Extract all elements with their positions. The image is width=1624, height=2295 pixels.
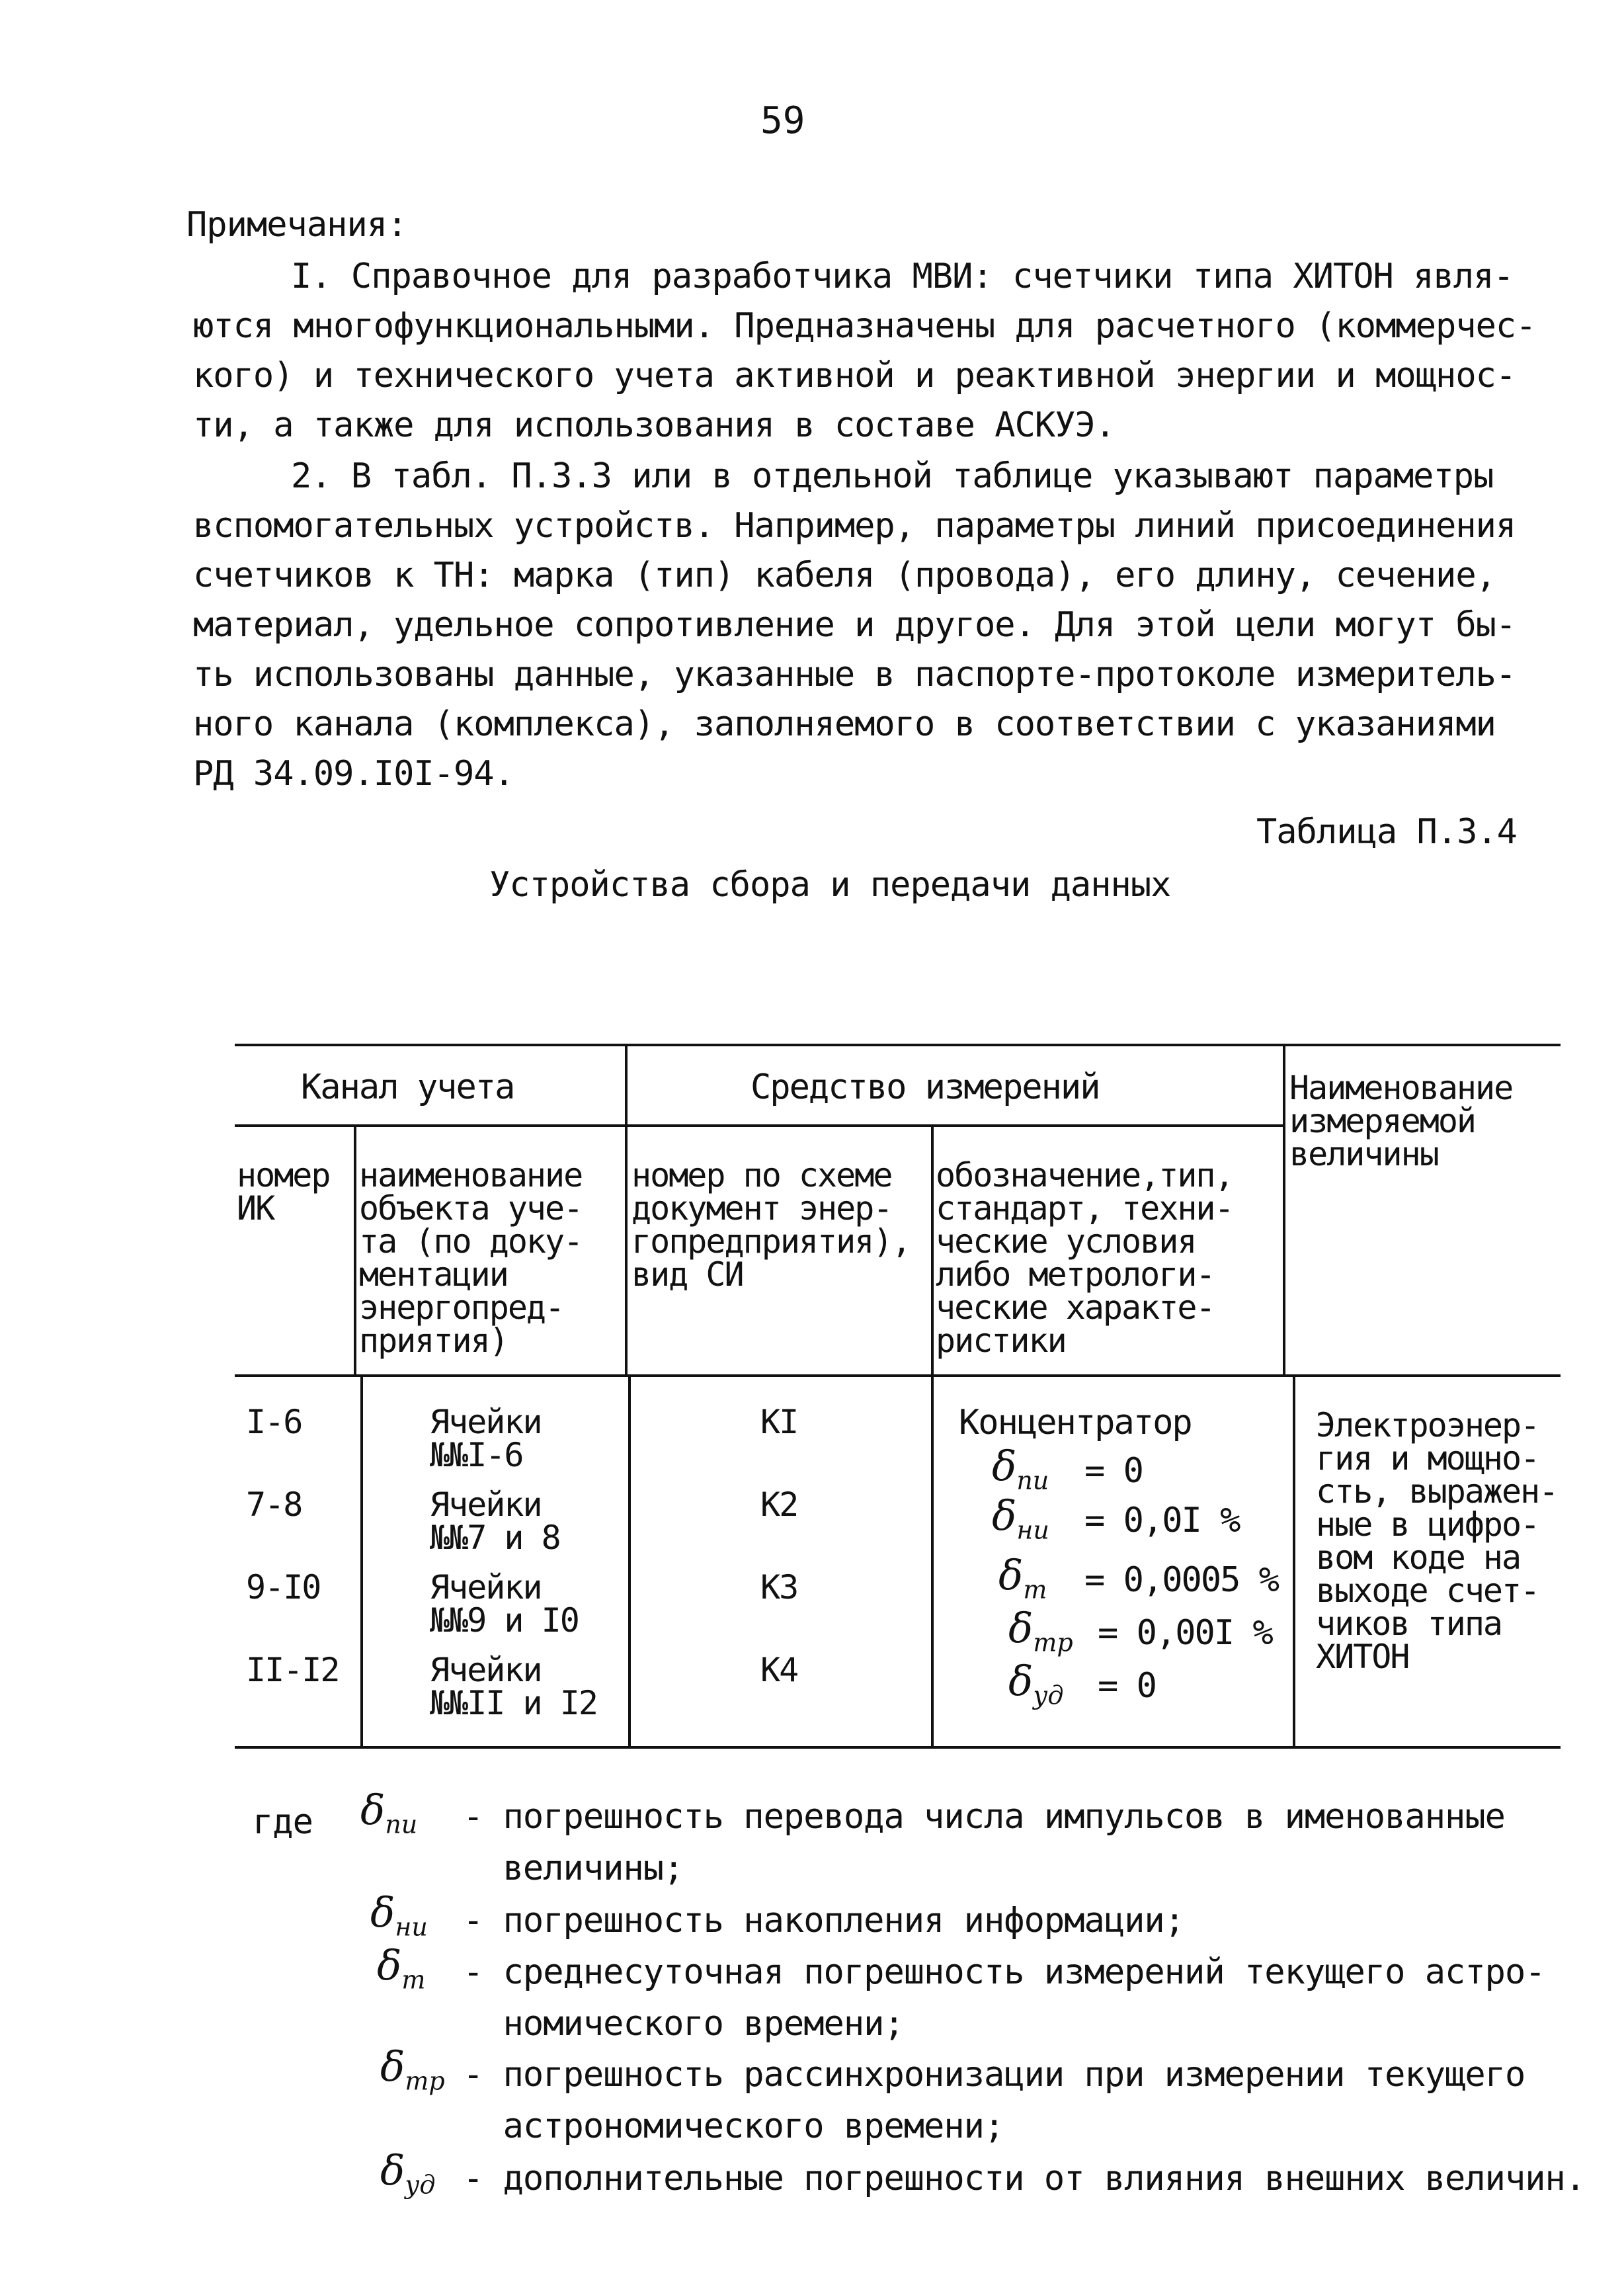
- note1-line4: ти, а также для использования в составе АСКУЭ.: [193, 405, 1116, 445]
- note2-line2: вспомогательных устройств. Например, параметры линий присоединения: [193, 506, 1516, 546]
- row3-object: Ячейки №№9 и I0: [430, 1568, 579, 1640]
- note2-line5: ть использованы данные, указанные в паспорте-протоколе измеритель-: [193, 655, 1516, 694]
- legend-symbol: $\delta_{уд}$: [380, 2146, 436, 2200]
- legend-symbol: $\delta_{пи}$: [360, 1786, 418, 1839]
- table-title: Устройства сбора и передачи данных: [489, 865, 1171, 905]
- legend-text: - среднесуточная погрешность измерений текущего астро- номического времени;: [463, 1952, 1545, 2044]
- legend-text: - погрешность рассинхронизации при измерении текущего астрономического времени;: [463, 2055, 1525, 2146]
- device-param-value: = 0,0I %: [1084, 1501, 1240, 1540]
- delta-symbol: $\delta_т$: [998, 1551, 1047, 1605]
- row4-object: Ячейки №№II и I2: [430, 1651, 597, 1722]
- col-divider-scheme: [931, 1124, 934, 1374]
- legend-text: - погрешность накопления информации;: [463, 1901, 1185, 1940]
- delta-symbol: $\delta_{пи}$: [992, 1442, 1049, 1495]
- legend-intro: где: [253, 1802, 313, 1842]
- note2-line1: 2. В табл. П.3.3 или в отдельной таблице указывают параметры: [291, 456, 1494, 496]
- table-label: Таблица П.3.4: [1256, 812, 1517, 852]
- row4-ik: II-I2: [246, 1651, 339, 1689]
- legend-text: - дополнительные погрешности от влияния внешних величин.: [463, 2159, 1586, 2198]
- note1-line3: кого) и технического учета активной и реактивной энергии и мощнос-: [193, 356, 1516, 396]
- delta-symbol: $\delta_{ни}$: [992, 1491, 1049, 1545]
- row3-ik: 9-I0: [246, 1568, 321, 1607]
- quantity-value: Электроэнер- гия и мощно- сть, выражен- ные в цифро- вом коде на выходе счет- чиков типа ХИТОН: [1316, 1406, 1558, 1676]
- legend-text: - погрешность перевода числа импульсов в именованные величины;: [463, 1797, 1505, 1888]
- table-top-rule: [235, 1044, 1561, 1046]
- note2-line7: РД 34.09.I0I-94.: [193, 754, 514, 794]
- row2-ik: 7-8: [246, 1485, 302, 1524]
- device-param-value: = 0: [1084, 1451, 1143, 1491]
- col-divider-ik: [354, 1124, 356, 1374]
- header-quantity: Наименование измеряемой величины: [1289, 1069, 1513, 1173]
- legend-symbol: $\delta_{ни}$: [370, 1888, 428, 1942]
- row4-scheme: К4: [760, 1651, 798, 1689]
- table-bottom-rule: [235, 1746, 1561, 1749]
- header-ik-number: номер ИК: [237, 1156, 330, 1228]
- row2-scheme: К2: [760, 1485, 798, 1524]
- row2-object: Ячейки №№7 и 8: [430, 1485, 560, 1557]
- header-instrument: Средство измерений: [751, 1067, 1100, 1107]
- col-divider-channel: [625, 1044, 628, 1374]
- body-divider-object: [628, 1376, 631, 1746]
- body-divider-ik: [360, 1376, 363, 1746]
- page-number: 59: [760, 99, 805, 142]
- notes-heading: Примечания:: [186, 205, 407, 245]
- body-divider-device: [1293, 1376, 1295, 1746]
- table-group-rule: [235, 1124, 1283, 1127]
- note2-line4: материал, удельное сопротивление и другое. Для этой цели могут бы-: [193, 605, 1516, 645]
- header-channel: Канал учета: [301, 1067, 514, 1107]
- row1-scheme: КI: [760, 1403, 798, 1441]
- table-header-rule: [235, 1374, 1561, 1377]
- legend-symbol: $\delta_т$: [377, 1941, 426, 1995]
- row1-object: Ячейки №№I-6: [430, 1403, 542, 1474]
- delta-symbol: $\delta_{тр}$: [1008, 1604, 1073, 1657]
- device-param-value: = 0,00I %: [1098, 1613, 1272, 1653]
- header-scheme-number: номер по схеме документ энер- гопредприятия), вид СИ: [631, 1156, 911, 1294]
- note1-line2: ются многофункциональными. Предназначены для расчетного (коммерчес-: [193, 306, 1536, 346]
- device-param-value: = 0: [1098, 1666, 1156, 1706]
- row3-scheme: К3: [760, 1568, 798, 1607]
- note1-line1: I. Справочное для разработчика МВИ: счетчики типа ХИТОН явля-: [291, 257, 1514, 296]
- col-divider-quantity: [1283, 1044, 1285, 1374]
- device-param-value: = 0,0005 %: [1084, 1560, 1279, 1600]
- legend-symbol: $\delta_{тр}$: [380, 2042, 445, 2096]
- header-object-name: наименование объекта уче- та (по доку- ментации энергопред- приятия): [359, 1156, 583, 1360]
- delta-symbol: $\delta_{уд}$: [1008, 1657, 1064, 1710]
- note2-line6: ного канала (комплекса), заполняемого в соответствии с указаниями: [193, 704, 1496, 744]
- body-divider-scheme: [931, 1376, 934, 1746]
- note2-line3: счетчиков к ТН: марка (тип) кабеля (провода), его длину, сечение,: [193, 556, 1496, 595]
- header-designation: обозначение,тип, стандарт, техни- ческие условия либо метрологи- ческие характе- ристики: [936, 1156, 1233, 1360]
- row1-ik: I-6: [246, 1403, 302, 1441]
- device-name: Концентратор: [959, 1403, 1192, 1442]
